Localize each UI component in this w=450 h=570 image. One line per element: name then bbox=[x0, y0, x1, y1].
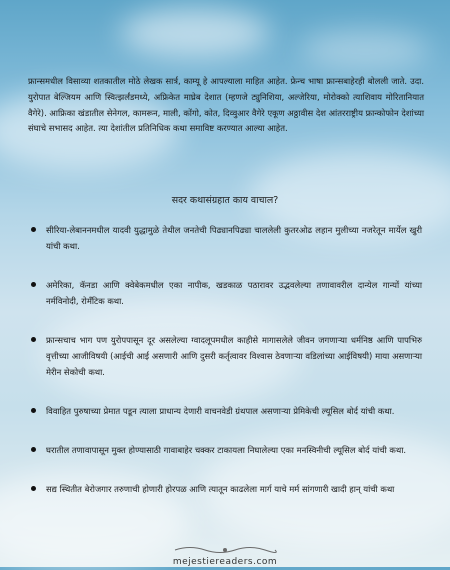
ornament-divider bbox=[170, 545, 280, 555]
story-item: अमेरिका, कॅनडा आणि क्वेबेकमधील एका नापीक, खडकाळ पठारावर उद्भवलेल्या तणावावरील दान्येल गान्यों यांच्या नर्मविनोदी, रोमँटिक कथा. bbox=[46, 277, 422, 309]
story-item: फ्रान्सचाच भाग पण युरोपपासून दूर असलेल्या ग्वादलूपमधील काहीसे मागासलेले जीवन जगणाऱ्या धर्मनिष्ठ आणि पापभिरु वृत्तीच्या आजीविषयी (आईची आई असणारी आणि दुसरी कर्तृत्वावर विश्वास ठेवणाऱ्या वडिलांच्या आईविषयी) माया असणाऱ्या मेरीन सेकोची कथा. bbox=[46, 332, 422, 380]
story-item: सीरिया-लेबाननमधील यादवी युद्धामुळे तेथील जनतेची पिढ्यानपिढ्या चाललेली कुतरओढ लहान मुलीच्या नजरेतून मार्येल खुरी यांची कथा. bbox=[46, 222, 422, 254]
story-item: विवाहित पुरुषाच्या प्रेमात पडून त्याला प्राधान्य देणारी वाचनवेडी ग्रंथपाल असणाऱ्या प्रेमिकेची ल्यूसिल बोर्द यांची कथा. bbox=[46, 403, 422, 419]
intro-paragraph: फ्रान्समधील विसाव्या शतकातील मोठे लेखक सार्त्र, काम्यू हे आपल्याला माहित आहेत. फ्रेन्च भाषा फ्रान्सबाहेरही बोलली जाते. उदा. युरोपात बेल्जियम आणि स्वित्झर्लंडमध्ये, अफ्रिकेत माघ्रेब देशात (म्हणजे ट्युनिशिया, अल्जेरिया, मोरोक्को त्याशिवाय मोरितानियात वैगेरे). आफ्रिका खंडातील सेनेगल, कामरून, माली, कोंगो, कोत, दिव्वुआर वैगेरे एकूण अठ्ठावीस देश आंतरराष्ट्रीय फ्रान्कोफोन देशांच्या संघाचे सभासद आहेत. त्या देशांतील प्रतिनिधिक कथा समाविष्ट करण्यात आल्या आहेत. bbox=[28, 76, 424, 134]
story-item: सद्य स्थितीत बेरोजगार तरुणाची होणारी होरपळ आणि त्यातून काढलेला मार्ग याचे मर्म सांगणारी खादी हान् यांची कथा bbox=[46, 481, 422, 497]
story-item: घरातील तणावापासून मुक्त होण्यासाठी गावाबाहेर चक्कर टाकायला निघालेल्या एका मनस्विनीची ल्यूसिल बोर्द यांची कथा. bbox=[46, 442, 422, 458]
story-list bbox=[46, 222, 422, 520]
section-heading: सदर कथासंग्रहात काय वाचाल? bbox=[171, 195, 279, 206]
publisher-url: mejestiereaders.com bbox=[172, 557, 278, 567]
